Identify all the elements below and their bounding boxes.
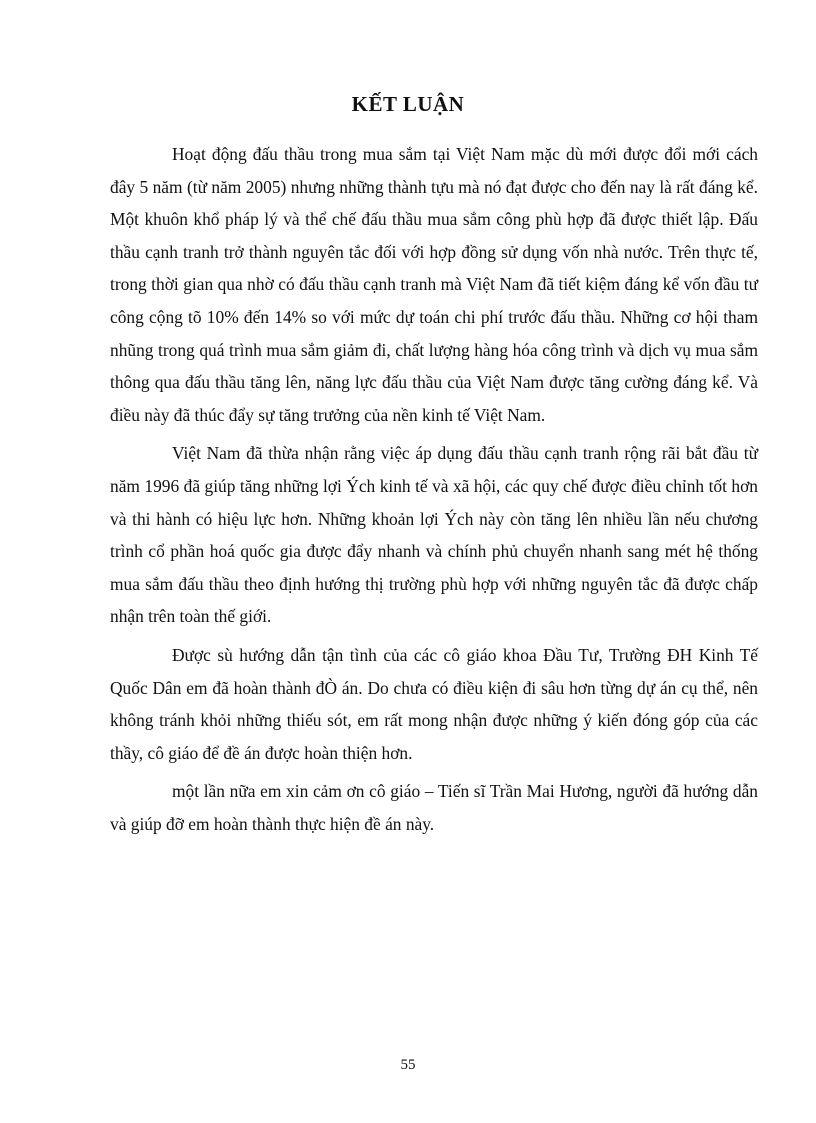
paragraph-4: một lần nữa em xin cảm ơn cô giáo – Tiến sĩ Trần Mai Hương, người đã hướng dẫn và giúp đỡ em hoàn thành thực hiện đề án này. xyxy=(110,781,758,834)
body-text xyxy=(110,138,758,840)
paragraph-3: Được sù hướng dẫn tận tình của các cô giáo khoa Đầu Tư, Trường ĐH Kinh Tế Quốc Dân em đã hoàn thành đÒ án. Do chưa có điều kiện đi sâu hơn từng dự án cụ thể, nên không tránh khỏi những thiếu sót, em rất mong nhận được những ý kiến đóng góp của các thầy, cô giáo để đề án được hoàn thiện hơn. xyxy=(110,644,758,763)
paragraph-1: Hoạt động đấu thầu trong mua sắm tại Việt Nam mặc dù mới được đổi mới cách đây 5 năm (từ năm 2005) nhưng những thành tựu mà nó đạt được cho đến nay là rất đáng kể. Một khuôn khổ pháp lý và thể chế đấu thầu mua sắm công phù hợp đã được thiết lập. Đấu thầu cạnh tranh trở thành nguyên tắc đối với hợp đồng sử dụng vốn nhà nước. Trên thực tế, trong thời gian qua nhờ có đấu thầu cạnh tranh mà Việt Nam đã tiết kiệm đáng kể vốn đầu tư công cộng tõ 10% đến 14% so với mức dự toán chi phí trước đấu thầu. Những cơ hội tham nhũng trong quá trình mua sắm giảm đi, chất lượng hàng hóa công trình và dịch vụ mua sắm thông qua đấu thầu tăng lên, năng lực đấu thầu của Việt Nam được tăng cường đáng kể. Và điều này đã thúc đẩy sự tăng trưởng của nền kinh tế Việt Nam. xyxy=(110,144,758,425)
paragraph-2: Việt Nam đã thừa nhận rằng việc áp dụng đấu thầu cạnh tranh rộng rãi bắt đầu từ năm 1996 đã giúp tăng những lợi Ých kinh tế và xã hội, các quy chế được điều chỉnh tốt hơn và thi hành có hiệu lực hơn. Những khoản lợi Ých này còn tăng lên nhiều lần nếu chương trình cổ phần hoá quốc gia được đẩy nhanh và chính phủ chuyển nhanh sang mét hệ thống mua sắm đấu thầu theo định hướng thị trường phù hợp với những nguyên tắc đã được chấp nhận trên toàn thế giới. xyxy=(110,443,758,627)
page-title: KẾT LUẬN xyxy=(351,92,465,116)
page-number: 55 xyxy=(400,1057,416,1073)
